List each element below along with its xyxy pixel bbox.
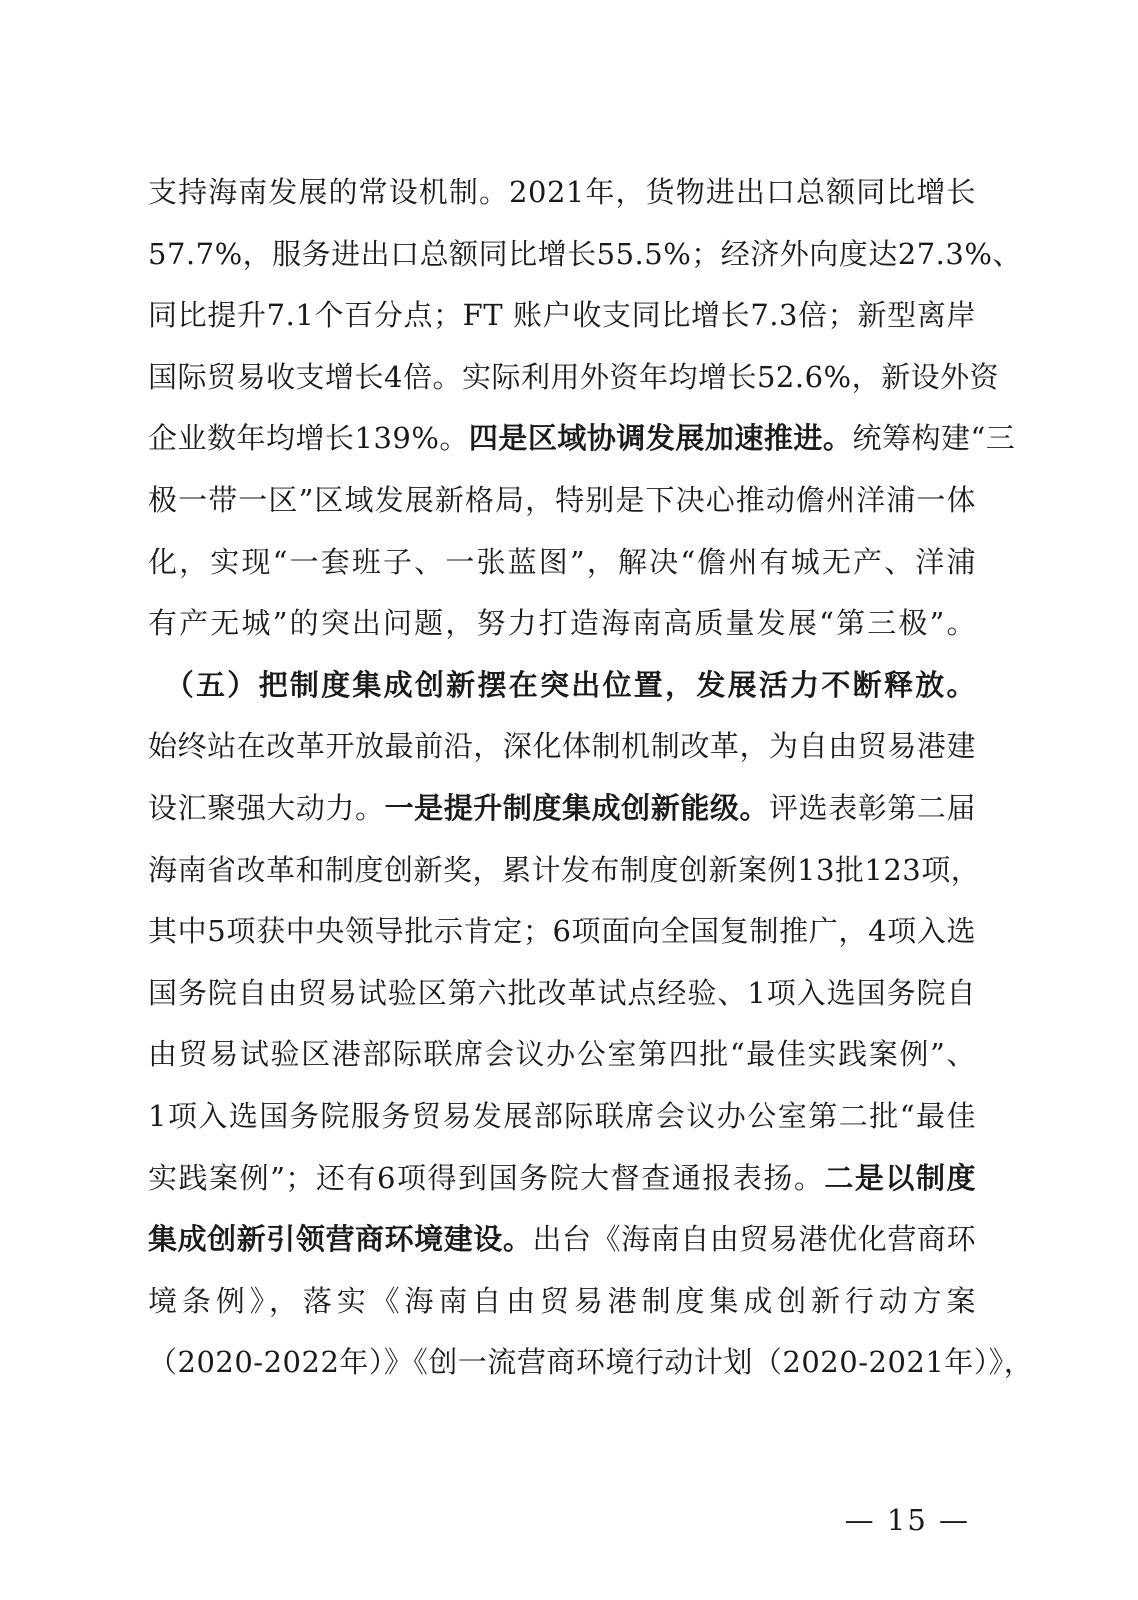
text-line	[148, 1332, 1034, 1394]
text-line	[148, 1086, 976, 1148]
text-line	[148, 470, 976, 532]
text-line	[148, 224, 1022, 286]
text-segment: 企业数年均增长139%。	[148, 421, 469, 456]
text-segment: 国际贸易收支增长4倍。实际利用外资年均增长52.6%，新设外资	[148, 359, 1000, 394]
text-line	[148, 347, 1000, 409]
text-segment: 统筹构建“三	[852, 421, 1016, 456]
text-line	[148, 963, 976, 1025]
text-segment: 极一带一区”区域发展新格局，特别是下决心推动儋州洋浦一体	[148, 482, 976, 517]
text-segment: 评选表彰第二届	[769, 790, 976, 825]
text-segment: 境条例》，落实《海南自由贸易港制度集成创新行动方案	[148, 1283, 976, 1318]
text-segment: 由贸易试验区港部际联席会议办公室第四批“最佳实践案例”、	[148, 1037, 976, 1072]
bold-text-segment: 一是提升制度集成创新能级。	[384, 790, 770, 825]
text-line	[148, 1271, 976, 1333]
body-text	[148, 162, 1034, 1394]
bold-text-segment: （五）把制度集成创新摆在突出位置，发展活力不断释放。	[148, 667, 976, 702]
text-segment: 1项入选国务院服务贸易发展部际联席会议办公室第二批“最佳	[148, 1098, 976, 1133]
text-segment: 出台《海南自由贸易港优化营商环	[532, 1222, 976, 1257]
text-segment: 同比提升7.1个百分点；FT 账户收支同比增长7.3倍；新型离岸	[148, 298, 976, 333]
text-segment: 57.7%，服务进出口总额同比增长55.5%；经济外向度达27.3%、	[148, 236, 1022, 271]
text-segment: 支持海南发展的常设机制。2021年，货物进出口总额同比增长	[148, 175, 976, 209]
text-line	[148, 655, 976, 717]
text-segment: （2020-2022年）》《创一流营商环境行动计划（2020-2021年）》，	[148, 1345, 1034, 1380]
text-line	[148, 901, 976, 963]
text-line	[148, 532, 976, 594]
text-segment: 始终站在改革开放最前沿，深化体制机制改革，为自由贸易港建	[148, 729, 976, 764]
text-line	[148, 1024, 976, 1086]
page-number: — 15 —	[844, 1503, 970, 1537]
text-segment: 设汇聚强大动力。	[148, 790, 385, 825]
text-line	[148, 285, 976, 347]
text-line	[148, 1209, 976, 1271]
text-segment: 其中5项获中央领导批示肯定；6项面向全国复制推广，4项入选	[148, 914, 976, 949]
text-line	[148, 162, 976, 224]
text-line	[148, 1148, 976, 1210]
text-segment: 化，实现“一套班子、一张蓝图”，解决“儋州有城无产、洋浦	[148, 544, 976, 579]
text-line	[148, 716, 976, 778]
text-line	[148, 778, 976, 840]
bold-text-segment: 二是以制度	[824, 1160, 976, 1195]
text-line	[148, 840, 981, 902]
bold-text-segment: 四是区域协调发展加速推进。	[468, 421, 853, 456]
bold-text-segment: 集成创新引领营商环境建设。	[148, 1222, 533, 1257]
text-segment: 实践案例”；还有6项得到国务院大督查通报表扬。	[148, 1160, 825, 1195]
text-line	[148, 593, 976, 655]
text-line	[148, 408, 1016, 470]
text-segment: 海南省改革和制度创新奖，累计发布制度创新案例13批123项，	[148, 852, 981, 887]
text-segment: 有产无城”的突出问题，努力打造海南高质量发展“第三极”。	[148, 606, 976, 641]
text-segment: 国务院自由贸易试验区第六批改革试点经验、1项入选国务院自	[148, 975, 976, 1010]
